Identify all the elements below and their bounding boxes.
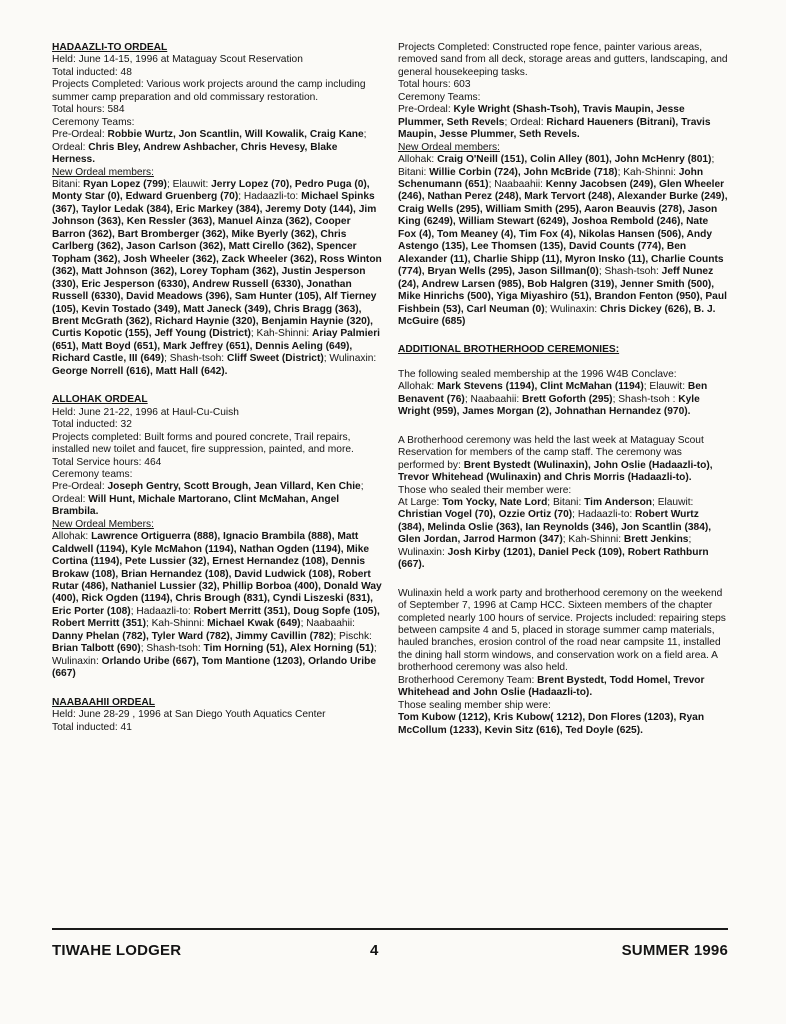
teams-label: Ceremony teams: [52,468,133,480]
new-members-label: New Ordeal Members: [52,518,154,530]
text-run: ; Shash-tsoh : [612,393,679,405]
text-run: Allohak: [398,381,438,393]
text-run: Pre-Ordeal: [52,481,108,493]
allohak-ordeal-heading: ALLOHAK ORDEAL [52,394,148,406]
text-run: ; Kah-Shinni: [145,618,208,630]
new-members-label: New Ordeal members: [52,166,154,178]
members-list [398,381,728,418]
text-run: Pre-Ordeal: [398,104,454,116]
wulinaxin-paragraph: Wulinaxin held a work party and brotherhood ceremony on the weekend of September 7, 1996 at Camp HCC. Sixteen members of the chapter completed nearly 100 hours of service. Projects included: repairing steps between campsite 4 and 5, placed in storage summer camp materials, hauled branches, erosion control of the road near campsite 11, installed the dining hall storm windows, and conservation work on a field area. A brotherhood ceremony was also held. [398,587,726,674]
inducted-line: Total inducted: 32 [52,419,132,431]
text-run: ; Pischk: [333,630,372,642]
teams-label: Ceremony Teams: [52,116,135,128]
text-run: ; Wulinaxin: [544,303,600,315]
text-run: Bitani: [52,178,84,190]
text-run: Brent Bystedt (Wulinaxin), John Oslie (Hadaazli-to), Trevor Whitehead (Wulinaxin) and Chris Morris (Hadaazli-to). [398,459,713,484]
footer-issue: SUMMER 1996 [621,942,728,959]
teams-line [398,104,728,141]
text-run: Michael Spinks (367), Taylor Ledak (384), Eric Markey (384), Jeremy Doty (144), Jim Johnson (363), Ken Ressler (363), Manuel Ainza (362), Cooper Barron (362), Bart Bromberger (362), Mike Byerly (362), Chris Carlberg (362), Jason Carlson (362), Matt Cirello (362), Spencer Topham (362), Josh Wheeler (362), Zack Wheeler (362), Ross Winton (362), Matt Johnson (362), Lorey Topham (362), Justin Jesperson (330), Eric Jesperson (6330), Andrew Russell (6330), Jonathan Russell (6330), David Meadows (396), Sam Hunter (105), Alf Tierney (105), Kevin Tostado (349), Matt Janeck (349), Chris Bragg (363), Brent McGrath (362), Richard Haynie (320), Benjamin Haynie (320), Curtis Kopotic (155), Jeff Young (District) [52,191,382,340]
text-run: Chris Bley, Andrew Ashbacher, Chris Hevesy, Blake Herness. [52,141,338,166]
footer-publication: TIWAHE LODGER [52,942,182,959]
text-run: Orlando Uribe (667), Tom Mantione (1203), Orlando Uribe (667) [52,655,376,680]
text-run: Mark Stevens (1194), Clint McMahan (1194) [437,381,644,393]
text-run: ; Naabaahii: [464,393,523,405]
text-run: Tim Horning (51), Alex Horning (51) [203,643,374,655]
text-run: Brent Bystedt, Todd Homel, Trevor Whitehead and John Oslie (Hadaazli-to). [398,674,705,699]
teams-line [52,129,382,166]
naabaahii-ordeal-heading: NAABAAHII ORDEAL [52,696,156,708]
text-run: ; Ordeal: [52,129,367,153]
text-run: Jerry Lopez (70), Pedro Puga (0), Monty Star (0), Edward Gruenberg (70) [52,178,370,203]
text-run: ; Elauwit: [652,496,694,508]
text-run: Robert Merritt (351), Doug Sopfe (105), Robert Merritt (351) [52,605,380,630]
conclave-intro: The following sealed membership at the 1996 W4B Conclave: [398,368,677,380]
inducted-line: Total inducted: 41 [52,721,132,733]
text-run: Kyle Wright (959), James Morgan (2), Johnathan Hernandez (970). [398,393,700,418]
text-run: ; Hadaazli-to: [238,191,302,203]
text-run: ; Naabaahii: [488,178,546,190]
teams-label: Ceremony Teams: [398,91,481,103]
text-run: Ben Benavent (76) [398,381,708,405]
projects-line: Projects completed: Built forms and poured concrete, Trail repairs, installed new toilet and faucet, fire suppression, painted, and more. [52,431,354,456]
text-run: Pre-Ordeal: [52,129,108,141]
text-run: ; Kah-Shinni: [250,328,313,340]
text-run: Christian Vogel (70), Ozzie Ortiz (70) [398,509,573,521]
text-run: Craig O'Neill (151), Colin Alley (801), John McHenry (801) [437,154,712,166]
text-run: ; Wulinaxin: [52,643,377,667]
sealing-names: Tom Kubow (1212), Kris Kubow( 1212), Don Flores (1203), Ryan McCollum (1233), Kevin Sitz (616), Ted Doyle (625). [398,712,705,736]
text-run: Chris Dickey (626), B. J. McGuire (685) [398,303,716,327]
text-run: Brotherhood Ceremony Team: [398,674,538,686]
sealed-label: Those who sealed their member were: [398,484,572,496]
ceremony-team-line [398,675,728,700]
text-run: ; Kah-Shinni: [562,534,624,546]
members-list [52,179,382,378]
text-run: Allohak: [398,154,438,166]
hadaazli-to-ordeal-heading: HADAAZLI-TO ORDEAL [52,42,168,53]
text-run: ; Bitani: [398,154,715,178]
text-run: ; Wulinaxin: [323,353,377,365]
left-column [52,42,382,734]
held-line: Held: June 28-29 , 1996 at San Diego Youth Aquatics Center [52,709,326,721]
hours-line: Total hours: 584 [52,104,125,116]
text-run: John Schenumann (651) [398,166,704,190]
text-run: Cliff Sweet (District) [226,353,324,365]
text-run: Lawrence Ortiguerra (888), Ignacio Brambila (888), Matt Caldwell (1194), Kyle McMahon (1194), Nathan Ogden (1194), Mike Cortina (1194), Pete Lussier (32), Ernest Hernandez (108), Dennis Brokaw (108), Brian Hernandez (108), David Ludwick (108), Robert Rutar (486), Nathaniel Lussier (32), Phillip Borboa (400), Donald Way (400), Rick Ogden (1194), Chris Brough (831), Cyndi Liszeski (831), Eric Porter (108) [52,531,382,617]
additional-brotherhood-heading: ADDITIONAL BROTHERHOOD CEREMONIES: [398,344,620,356]
text-run: Josh Kirby (1201), Daniel Peck (109), Robert Rathburn (667). [398,546,709,571]
text-run: ; Hadaazli-to: [130,605,194,617]
members-list [398,497,728,572]
text-run: Willie Corbin (724), John McBride (718) [429,166,618,178]
text-run: Brian Talbott (690) [52,643,141,655]
hours-line: Total hours: 603 [398,79,471,91]
text-run: ; Kah-Shinni: [617,166,679,178]
text-run: Kyle Wright (Shash-Tsoh), Travis Maupin, Jesse Plummer, Seth Revels [398,104,685,128]
held-line: Held: June 14-15, 1996 at Mataguay Scout Reservation [52,54,303,66]
inducted-line: Total inducted: 48 [52,66,132,78]
text-run: ; Ordeal: [504,116,547,128]
hours-line: Total Service hours: 464 [52,456,162,468]
right-column [398,42,728,737]
text-run: At Large: [398,496,443,508]
text-run: Robbie Wurtz, Jon Scantlin, Will Kowalik, Craig Kane [107,129,364,141]
text-run: Ariay Palmieri (651), Matt Boyd (651), Mark Jeffrey (651), Dennis Aeling (649), Richard Castle, III (649) [52,328,380,365]
text-run: Danny Phelan (782), Tyler Ward (782), Jimmy Cavillin (782) [52,630,334,642]
text-run: ; Shash-tsoh: [164,353,227,365]
text-run: Tom Yocky, Nate Lord [442,496,548,508]
text-run: Ryan Lopez (799) [83,178,167,190]
projects-line: Projects Completed: Various work projects around the camp including summer camp preparation and old commissary restoration. [52,79,366,103]
text-run: A Brotherhood ceremony was held the last week at Mataguay Scout Reservation for members of the camp staff. The ceremony was performed by: [398,434,704,471]
text-run: Robert Wurtz (384), Melinda Oslie (363), Ian Reynolds (346), Jon Scantlin (384), Glen Jordan, Jarrod Harmon (347) [398,509,712,546]
text-run: ; Elauwit: [643,381,688,393]
text-run: ; Shash-tsoh: [140,643,204,655]
text-run: Richard Haueners (Bitrani), Travis Maupin, Jesse Plummer, Seth Revels. [398,116,711,141]
brotherhood-paragraph [398,435,728,485]
footer-rule [52,928,728,930]
text-run: Michael Kwak (649) [207,618,301,630]
text-run: ; Hadaazli-to: [572,509,636,521]
new-members-label: New Ordeal members: [398,141,500,153]
held-line: Held: June 21-22, 1996 at Haul-Cu-Cuish [52,406,239,418]
text-run: ; Elauwit: [166,178,212,190]
text-run: ; Ordeal: [52,481,364,505]
text-run: Kenny Jacobsen (249), Glen Wheeler (246), Nathan Perez (248), Mark Tervort (248), Alexander Burke (249), Craig Wells (295), William Smith (295), Aaron Beauvis (278), Jason King (6249), William Stewart (6249), Joshoa Rembold (246), Nate Fox (4), Tom Meaney (4), Tim Fox (4), Nikolas Hansen (506), Andy Astengo (135), Lee Thomsen (135), David Counts (774), Ben Alexander (11), Charlie Shipp (11), Myron Insko (11), Charlie Counts (774), Bryan Wells (295), Jason Sillman(0) [398,178,728,278]
text-run: ; Naabaahii: [300,618,355,630]
text-run: Will Hunt, Michale Martorano, Clint McMahan, Angel Brambila. [52,493,340,518]
text-run: ; Wulinaxin: [398,534,692,558]
teams-line [52,481,382,518]
text-run: Jeff Nunez (24), Andrew Larsen (985), Bob Halgren (319), Jenner Smith (500), Mike Hinrichs (500), Yiga Miyashiro (51), Brandon Fenton (950), Paul Fishbein (53), Carl Neuman (0) [398,266,727,315]
members-list [52,531,382,680]
text-run: Brett Jenkins [623,534,689,546]
text-run: Allohak: [52,531,92,543]
page-number: 4 [370,942,379,959]
text-run: Tim Anderson [584,496,653,508]
text-run: Joseph Gentry, Scott Brough, Jean Villard, Ken Chie [107,481,361,493]
projects-line: Projects Completed: Constructed rope fence, painter various areas, removed sand from all deck, storage areas and gutters, landscaping, and general housekeeping tasks. [398,42,728,78]
sealing-label: Those sealing member ship were: [398,699,551,711]
text-run: George Norrell (616), Matt Hall (642). [52,365,228,377]
members-list [398,154,728,328]
text-run: Brett Goforth (295) [522,393,613,405]
text-run: ; Bitani: [547,496,585,508]
text-run: ; Shash-tsoh: [598,266,662,278]
